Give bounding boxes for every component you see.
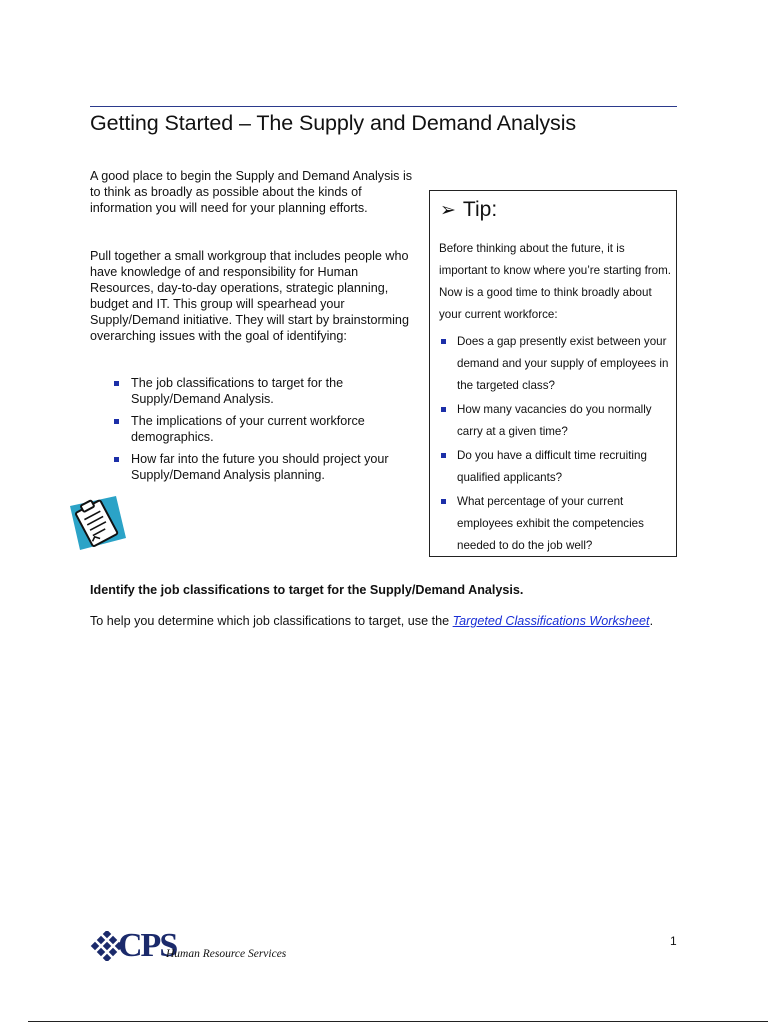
bullet-square-icon bbox=[114, 381, 119, 386]
list-item-text: Does a gap presently exist between your demand and your supply of employees in the targeted class? bbox=[457, 335, 669, 392]
intro-paragraph: A good place to begin the Supply and Demand Analysis is to think as broadly as possible about the kinds of information you will need for your planning efforts. bbox=[90, 169, 413, 215]
page-number: 1 bbox=[670, 934, 677, 948]
help-prefix: To help you determine which job classifications to target, use the bbox=[90, 614, 453, 628]
bullet-square-icon bbox=[114, 457, 119, 462]
tip-list bbox=[439, 331, 675, 559]
list-item bbox=[112, 414, 412, 445]
tip-heading bbox=[440, 198, 497, 222]
targeted-classifications-link[interactable]: Targeted Classifications Worksheet bbox=[452, 614, 650, 628]
list-item-text: Do you have a difficult time recruiting qualified applicants? bbox=[457, 449, 647, 484]
list-item bbox=[112, 376, 412, 407]
arrow-bullet-icon: ➢ bbox=[440, 200, 456, 221]
list-item-text: The implications of your current workforce demographics. bbox=[131, 414, 365, 444]
logo-subtitle: Human Resource Services bbox=[166, 948, 287, 960]
bullet-square-icon bbox=[114, 419, 119, 424]
bullet-square-icon bbox=[441, 453, 446, 458]
list-item bbox=[439, 445, 675, 489]
list-item bbox=[439, 331, 675, 397]
section-heading: Identify the job classifications to target for the Supply/Demand Analysis. bbox=[90, 583, 524, 597]
list-item-text: How far into the future you should project your Supply/Demand Analysis planning. bbox=[131, 452, 389, 482]
list-item bbox=[439, 491, 675, 557]
bullet-square-icon bbox=[441, 407, 446, 412]
workgroup-paragraph: Pull together a small workgroup that includes people who have knowledge of and responsibility for Human Resources, day-to-day operations, strategic planning, budget and IT. This group will spearhead your Supply/Demand initiative. They will start by brainstorming overarching issues with the goal of identifying: bbox=[90, 249, 409, 343]
logo-text: CPS bbox=[118, 927, 177, 964]
help-suffix: . bbox=[649, 614, 654, 628]
list-item-text: How many vacancies do you normally carry at a given time? bbox=[457, 403, 652, 438]
bullet-square-icon bbox=[441, 499, 446, 504]
list-item bbox=[112, 452, 412, 483]
list-item-text: The job classifications to target for the Supply/Demand Analysis. bbox=[131, 376, 344, 406]
help-paragraph bbox=[90, 613, 660, 629]
identify-list bbox=[112, 376, 412, 490]
tip-intro: Before thinking about the future, it is important to know where you’re starting from. Now is a good time to think broadly about your current workforce: bbox=[439, 242, 671, 321]
tip-heading-text: Tip: bbox=[462, 198, 498, 221]
clipboard-icon bbox=[64, 492, 130, 554]
title-rule bbox=[90, 106, 677, 107]
bullet-square-icon bbox=[441, 339, 446, 344]
list-item-text: What percentage of your current employees exhibit the competencies needed to do the job well? bbox=[457, 495, 644, 552]
cps-logo bbox=[90, 929, 310, 965]
footer-rule bbox=[28, 1021, 768, 1022]
page-title: Getting Started – The Supply and Demand Analysis bbox=[90, 111, 577, 135]
list-item bbox=[439, 399, 675, 443]
